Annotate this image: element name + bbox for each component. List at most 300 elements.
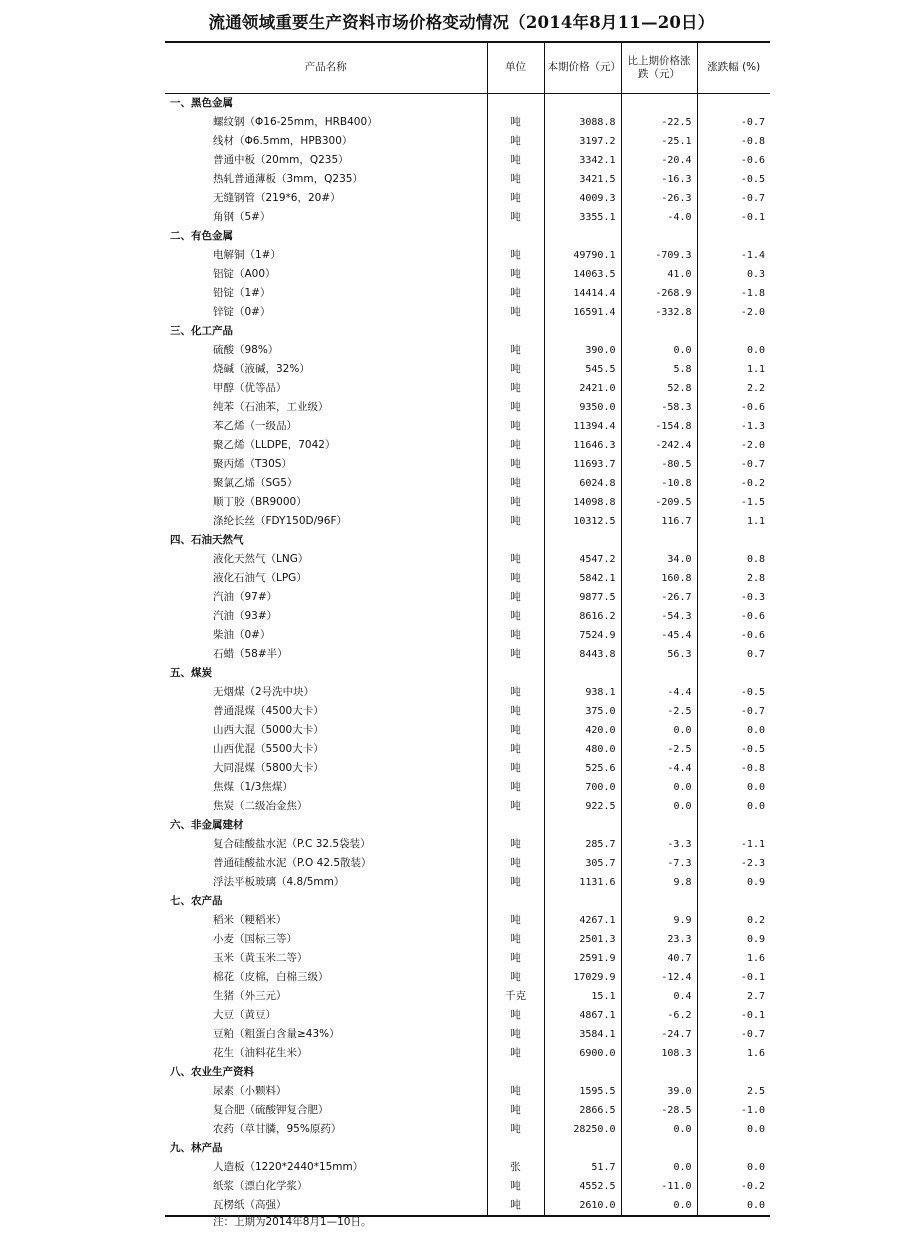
header-product-name: 产品名称 bbox=[165, 42, 487, 93]
price-cell: 2610.0 bbox=[544, 1196, 621, 1216]
product-name-cell: 尿素（小颗料） bbox=[213, 1084, 287, 1097]
price-cell: 305.7 bbox=[544, 854, 621, 873]
unit-cell: 吨 bbox=[487, 265, 544, 284]
unit-cell: 吨 bbox=[487, 626, 544, 645]
percent-cell: -2.0 bbox=[697, 436, 770, 455]
percent-cell: 0.8 bbox=[697, 550, 770, 569]
table-row bbox=[165, 1044, 770, 1063]
unit-cell: 吨 bbox=[487, 303, 544, 322]
price-cell: 8616.2 bbox=[544, 607, 621, 626]
price-cell: 14098.8 bbox=[544, 493, 621, 512]
empty-cell bbox=[487, 892, 544, 911]
unit-cell: 吨 bbox=[487, 1082, 544, 1101]
table-row bbox=[165, 987, 770, 1006]
table-row bbox=[165, 1025, 770, 1044]
table-row bbox=[165, 1196, 770, 1216]
table-header-row bbox=[165, 42, 770, 93]
table-row bbox=[165, 949, 770, 968]
table-row bbox=[165, 607, 770, 626]
table-row bbox=[165, 151, 770, 170]
product-name-cell: 焦炭（二级冶金焦） bbox=[213, 799, 308, 812]
percent-cell: 0.2 bbox=[697, 911, 770, 930]
table-row bbox=[165, 1158, 770, 1177]
table-row bbox=[165, 474, 770, 493]
unit-cell: 千克 bbox=[487, 987, 544, 1006]
category-name: 九、林产品 bbox=[170, 1141, 223, 1154]
empty-cell bbox=[487, 531, 544, 550]
table-row bbox=[165, 360, 770, 379]
change-cell: -54.3 bbox=[621, 607, 697, 626]
change-cell: 9.9 bbox=[621, 911, 697, 930]
change-cell: 52.8 bbox=[621, 379, 697, 398]
empty-cell bbox=[544, 1139, 621, 1158]
empty-cell bbox=[621, 227, 697, 246]
unit-cell: 吨 bbox=[487, 778, 544, 797]
change-cell: -22.5 bbox=[621, 113, 697, 132]
product-name-cell: 普通中板（20mm，Q235） bbox=[213, 153, 349, 166]
change-cell: -20.4 bbox=[621, 151, 697, 170]
unit-cell: 吨 bbox=[487, 911, 544, 930]
percent-cell: -0.7 bbox=[697, 455, 770, 474]
product-name-cell: 生猪（外三元） bbox=[213, 989, 287, 1002]
category-name: 四、石油天然气 bbox=[170, 533, 244, 546]
price-cell: 17029.9 bbox=[544, 968, 621, 987]
product-name-cell: 铅锭（1#） bbox=[213, 286, 271, 299]
unit-cell: 吨 bbox=[487, 949, 544, 968]
category-row bbox=[165, 322, 770, 341]
percent-cell: -0.8 bbox=[697, 759, 770, 778]
unit-cell: 张 bbox=[487, 1158, 544, 1177]
unit-cell: 吨 bbox=[487, 721, 544, 740]
percent-cell: 1.1 bbox=[697, 360, 770, 379]
change-cell: 40.7 bbox=[621, 949, 697, 968]
change-cell: -4.4 bbox=[621, 759, 697, 778]
price-cell: 285.7 bbox=[544, 835, 621, 854]
price-cell: 49790.1 bbox=[544, 246, 621, 265]
table-row bbox=[165, 759, 770, 778]
unit-cell: 吨 bbox=[487, 360, 544, 379]
category-name: 七、农产品 bbox=[170, 894, 223, 907]
percent-cell: 0.0 bbox=[697, 1196, 770, 1216]
price-cell: 2501.3 bbox=[544, 930, 621, 949]
product-name-cell: 复合硅酸盐水泥（P.C 32.5袋装） bbox=[213, 837, 371, 850]
product-name-cell: 稻米（粳稻米） bbox=[213, 913, 287, 926]
empty-cell bbox=[487, 664, 544, 683]
unit-cell: 吨 bbox=[487, 645, 544, 664]
price-cell: 2421.0 bbox=[544, 379, 621, 398]
price-cell: 11394.4 bbox=[544, 417, 621, 436]
change-cell: -26.7 bbox=[621, 588, 697, 607]
unit-cell: 吨 bbox=[487, 284, 544, 303]
unit-cell: 吨 bbox=[487, 569, 544, 588]
product-name-cell: 农药（草甘膦，95%原药） bbox=[213, 1122, 342, 1135]
unit-cell: 吨 bbox=[487, 455, 544, 474]
change-cell: -12.4 bbox=[621, 968, 697, 987]
percent-cell: 1.1 bbox=[697, 512, 770, 531]
product-name-cell: 山西优混（5500大卡） bbox=[213, 742, 324, 755]
empty-cell bbox=[487, 93, 544, 113]
percent-cell: -0.2 bbox=[697, 474, 770, 493]
table-row bbox=[165, 683, 770, 702]
product-name-cell: 电解铜（1#） bbox=[213, 248, 281, 261]
price-cell: 545.5 bbox=[544, 360, 621, 379]
unit-cell: 吨 bbox=[487, 417, 544, 436]
header-current-price: 本期价格（元） bbox=[544, 42, 621, 93]
empty-cell bbox=[697, 1063, 770, 1082]
unit-cell: 吨 bbox=[487, 132, 544, 151]
category-row bbox=[165, 227, 770, 246]
unit-cell: 吨 bbox=[487, 1196, 544, 1216]
change-cell: 5.8 bbox=[621, 360, 697, 379]
unit-cell: 吨 bbox=[487, 550, 544, 569]
change-cell: -709.3 bbox=[621, 246, 697, 265]
table-row bbox=[165, 588, 770, 607]
unit-cell: 吨 bbox=[487, 930, 544, 949]
change-cell: 0.0 bbox=[621, 797, 697, 816]
percent-cell: -2.3 bbox=[697, 854, 770, 873]
product-name-cell: 聚氯乙烯（SG5） bbox=[213, 476, 298, 489]
unit-cell: 吨 bbox=[487, 341, 544, 360]
price-cell: 11646.3 bbox=[544, 436, 621, 455]
table-row bbox=[165, 265, 770, 284]
percent-cell: -0.7 bbox=[697, 1025, 770, 1044]
unit-cell: 吨 bbox=[487, 512, 544, 531]
category-row bbox=[165, 816, 770, 835]
price-cell: 14063.5 bbox=[544, 265, 621, 284]
footnote: 注：上期为2014年8月1—10日。 bbox=[213, 1216, 372, 1228]
change-cell: -6.2 bbox=[621, 1006, 697, 1025]
price-cell: 1595.5 bbox=[544, 1082, 621, 1101]
price-cell: 700.0 bbox=[544, 778, 621, 797]
unit-cell: 吨 bbox=[487, 1025, 544, 1044]
table-row bbox=[165, 626, 770, 645]
header-change-percent: 涨跌幅 (%) bbox=[697, 42, 770, 93]
percent-cell: 2.2 bbox=[697, 379, 770, 398]
category-name: 一、黑色金属 bbox=[170, 96, 233, 109]
percent-cell: -1.1 bbox=[697, 835, 770, 854]
percent-cell: -0.5 bbox=[697, 740, 770, 759]
change-cell: -154.8 bbox=[621, 417, 697, 436]
table-row bbox=[165, 1120, 770, 1139]
percent-cell: -1.4 bbox=[697, 246, 770, 265]
header-price-change: 比上期价格涨跌（元） bbox=[621, 42, 697, 93]
price-cell: 28250.0 bbox=[544, 1120, 621, 1139]
price-cell: 375.0 bbox=[544, 702, 621, 721]
change-cell: 116.7 bbox=[621, 512, 697, 531]
change-cell: 23.3 bbox=[621, 930, 697, 949]
product-name-cell: 小麦（国标三等） bbox=[213, 932, 297, 945]
percent-cell: -0.6 bbox=[697, 626, 770, 645]
unit-cell: 吨 bbox=[487, 588, 544, 607]
change-cell: -4.4 bbox=[621, 683, 697, 702]
price-cell: 1131.6 bbox=[544, 873, 621, 892]
unit-cell: 吨 bbox=[487, 1120, 544, 1139]
unit-cell: 吨 bbox=[487, 1177, 544, 1196]
category-row bbox=[165, 1063, 770, 1082]
product-name-cell: 柴油（0#） bbox=[213, 628, 271, 641]
price-cell: 11693.7 bbox=[544, 455, 621, 474]
table-row bbox=[165, 189, 770, 208]
table-row bbox=[165, 1082, 770, 1101]
product-name-cell: 大豆（黄豆） bbox=[213, 1008, 276, 1021]
table-body bbox=[165, 93, 770, 1216]
product-name-cell: 焦煤（1/3焦煤） bbox=[213, 780, 293, 793]
change-cell: -332.8 bbox=[621, 303, 697, 322]
empty-cell bbox=[487, 1139, 544, 1158]
table-row bbox=[165, 873, 770, 892]
price-cell: 3421.5 bbox=[544, 170, 621, 189]
page-title: 流通领域重要生产资料市场价格变动情况（2014年8月11—20日） bbox=[208, 13, 715, 32]
price-cell: 4867.1 bbox=[544, 1006, 621, 1025]
percent-cell: -0.2 bbox=[697, 1177, 770, 1196]
product-name-cell: 线材（Φ6.5mm，HPB300） bbox=[213, 134, 353, 147]
empty-cell bbox=[697, 531, 770, 550]
empty-cell bbox=[621, 816, 697, 835]
product-name-cell: 烧碱（液碱，32%） bbox=[213, 362, 310, 375]
header-unit: 单位 bbox=[487, 42, 544, 93]
price-cell: 3355.1 bbox=[544, 208, 621, 227]
table-row bbox=[165, 379, 770, 398]
percent-cell: 0.0 bbox=[697, 341, 770, 360]
percent-cell: 1.6 bbox=[697, 949, 770, 968]
price-cell: 6900.0 bbox=[544, 1044, 621, 1063]
percent-cell: 0.3 bbox=[697, 265, 770, 284]
product-name-cell: 无缝钢管（219*6，20#） bbox=[213, 191, 341, 204]
table-row bbox=[165, 303, 770, 322]
percent-cell: -0.5 bbox=[697, 683, 770, 702]
product-name-cell: 苯乙烯（一级品） bbox=[213, 419, 297, 432]
unit-cell: 吨 bbox=[487, 436, 544, 455]
change-cell: -268.9 bbox=[621, 284, 697, 303]
price-cell: 16591.4 bbox=[544, 303, 621, 322]
product-name-cell: 汽油（97#） bbox=[213, 590, 278, 603]
product-name-cell: 无烟煤（2号洗中块） bbox=[213, 685, 315, 698]
table-row bbox=[165, 797, 770, 816]
category-name: 三、化工产品 bbox=[170, 324, 233, 337]
table-row bbox=[165, 854, 770, 873]
table-row bbox=[165, 778, 770, 797]
change-cell: 39.0 bbox=[621, 1082, 697, 1101]
unit-cell: 吨 bbox=[487, 1044, 544, 1063]
price-cell: 9350.0 bbox=[544, 398, 621, 417]
product-name-cell: 浮法平板玻璃（4.8/5mm） bbox=[213, 875, 345, 888]
empty-cell bbox=[697, 664, 770, 683]
category-name: 八、农业生产资料 bbox=[170, 1065, 254, 1078]
empty-cell bbox=[544, 93, 621, 113]
empty-cell bbox=[697, 816, 770, 835]
unit-cell: 吨 bbox=[487, 873, 544, 892]
empty-cell bbox=[487, 227, 544, 246]
price-cell: 4267.1 bbox=[544, 911, 621, 930]
product-name-cell: 人造板（1220*2440*15mm） bbox=[213, 1160, 364, 1173]
change-cell: 0.0 bbox=[621, 1120, 697, 1139]
change-cell: -58.3 bbox=[621, 398, 697, 417]
change-cell: 34.0 bbox=[621, 550, 697, 569]
empty-cell bbox=[487, 1063, 544, 1082]
price-cell: 390.0 bbox=[544, 341, 621, 360]
empty-cell bbox=[544, 892, 621, 911]
product-name-cell: 纸浆（漂白化学浆） bbox=[213, 1179, 308, 1192]
change-cell: -25.1 bbox=[621, 132, 697, 151]
category-row bbox=[165, 1139, 770, 1158]
change-cell: 41.0 bbox=[621, 265, 697, 284]
product-name-cell: 山西大混（5000大卡） bbox=[213, 723, 324, 736]
percent-cell: 0.7 bbox=[697, 645, 770, 664]
percent-cell: -1.0 bbox=[697, 1101, 770, 1120]
product-name-cell: 铝锭（A00） bbox=[213, 267, 276, 280]
table-row bbox=[165, 512, 770, 531]
change-cell: 0.4 bbox=[621, 987, 697, 1006]
table-row bbox=[165, 132, 770, 151]
change-cell: -24.7 bbox=[621, 1025, 697, 1044]
product-name-cell: 涤纶长丝（FDY150D/96F） bbox=[213, 514, 348, 527]
unit-cell: 吨 bbox=[487, 474, 544, 493]
change-cell: 160.8 bbox=[621, 569, 697, 588]
table-row bbox=[165, 1101, 770, 1120]
change-cell: -2.5 bbox=[621, 740, 697, 759]
empty-cell bbox=[621, 1139, 697, 1158]
percent-cell: 0.0 bbox=[697, 721, 770, 740]
change-cell: -209.5 bbox=[621, 493, 697, 512]
empty-cell bbox=[544, 664, 621, 683]
unit-cell: 吨 bbox=[487, 151, 544, 170]
percent-cell: 1.6 bbox=[697, 1044, 770, 1063]
table-row bbox=[165, 455, 770, 474]
unit-cell: 吨 bbox=[487, 493, 544, 512]
change-cell: 9.8 bbox=[621, 873, 697, 892]
change-cell: -3.3 bbox=[621, 835, 697, 854]
price-cell: 922.5 bbox=[544, 797, 621, 816]
product-name-cell: 液化天然气（LNG） bbox=[213, 552, 309, 565]
empty-cell bbox=[621, 664, 697, 683]
price-cell: 14414.4 bbox=[544, 284, 621, 303]
table-row bbox=[165, 417, 770, 436]
unit-cell: 吨 bbox=[487, 379, 544, 398]
percent-cell: -0.1 bbox=[697, 968, 770, 987]
change-cell: 56.3 bbox=[621, 645, 697, 664]
table-row bbox=[165, 398, 770, 417]
table-row bbox=[165, 835, 770, 854]
product-name-cell: 瓦楞纸（高强） bbox=[165, 1196, 487, 1216]
product-name-cell: 普通硅酸盐水泥（P.O 42.5散装） bbox=[213, 856, 372, 869]
product-name-cell: 热轧普通薄板（3mm，Q235） bbox=[213, 172, 363, 185]
percent-cell: -2.0 bbox=[697, 303, 770, 322]
product-name-cell: 玉米（黄玉米二等） bbox=[213, 951, 308, 964]
change-cell: 0.0 bbox=[621, 1158, 697, 1177]
table-row bbox=[165, 493, 770, 512]
product-name-cell: 螺纹钢（Φ16-25mm，HRB400） bbox=[213, 115, 378, 128]
unit-cell: 吨 bbox=[487, 968, 544, 987]
table-row bbox=[165, 721, 770, 740]
unit-cell: 吨 bbox=[487, 189, 544, 208]
percent-cell: -0.5 bbox=[697, 170, 770, 189]
percent-cell: -0.3 bbox=[697, 588, 770, 607]
change-cell: -16.3 bbox=[621, 170, 697, 189]
price-cell: 4009.3 bbox=[544, 189, 621, 208]
unit-cell: 吨 bbox=[487, 398, 544, 417]
product-name-cell: 花生（油料花生米） bbox=[213, 1046, 308, 1059]
product-name-cell: 液化石油气（LPG） bbox=[213, 571, 307, 584]
price-cell: 6024.8 bbox=[544, 474, 621, 493]
change-cell: -28.5 bbox=[621, 1101, 697, 1120]
price-table bbox=[165, 41, 770, 1217]
unit-cell: 吨 bbox=[487, 1101, 544, 1120]
empty-cell bbox=[544, 1063, 621, 1082]
table-row bbox=[165, 246, 770, 265]
category-row bbox=[165, 892, 770, 911]
change-cell: -45.4 bbox=[621, 626, 697, 645]
percent-cell: -0.7 bbox=[697, 113, 770, 132]
percent-cell: 2.5 bbox=[697, 1082, 770, 1101]
unit-cell: 吨 bbox=[487, 797, 544, 816]
table-row bbox=[165, 284, 770, 303]
percent-cell: 0.0 bbox=[697, 797, 770, 816]
table-row bbox=[165, 569, 770, 588]
table-row bbox=[165, 208, 770, 227]
change-cell: -10.8 bbox=[621, 474, 697, 493]
product-name-cell: 角钢（5#） bbox=[213, 210, 271, 223]
table-row bbox=[165, 702, 770, 721]
change-cell: 0.0 bbox=[621, 1196, 697, 1216]
price-cell: 938.1 bbox=[544, 683, 621, 702]
table-row bbox=[165, 968, 770, 987]
table-row bbox=[165, 930, 770, 949]
category-name: 六、非金属建材 bbox=[170, 818, 244, 831]
price-cell: 420.0 bbox=[544, 721, 621, 740]
empty-cell bbox=[621, 93, 697, 113]
percent-cell: -0.6 bbox=[697, 607, 770, 626]
table-row bbox=[165, 436, 770, 455]
category-row bbox=[165, 531, 770, 550]
change-cell: -4.0 bbox=[621, 208, 697, 227]
change-cell: 0.0 bbox=[621, 721, 697, 740]
empty-cell bbox=[544, 816, 621, 835]
change-cell: 108.3 bbox=[621, 1044, 697, 1063]
price-cell: 4547.2 bbox=[544, 550, 621, 569]
unit-cell: 吨 bbox=[487, 607, 544, 626]
empty-cell bbox=[621, 322, 697, 341]
unit-cell: 吨 bbox=[487, 854, 544, 873]
product-name-cell: 顺丁胶（BR9000） bbox=[213, 495, 307, 508]
price-cell: 2591.9 bbox=[544, 949, 621, 968]
product-name-cell: 甲醇（优等品） bbox=[213, 381, 287, 394]
empty-cell bbox=[487, 816, 544, 835]
table-row bbox=[165, 645, 770, 664]
price-cell: 525.6 bbox=[544, 759, 621, 778]
percent-cell: -0.6 bbox=[697, 398, 770, 417]
percent-cell: 0.9 bbox=[697, 930, 770, 949]
change-cell: -80.5 bbox=[621, 455, 697, 474]
table-row bbox=[165, 911, 770, 930]
empty-cell bbox=[621, 1063, 697, 1082]
price-cell: 5842.1 bbox=[544, 569, 621, 588]
percent-cell: -1.8 bbox=[697, 284, 770, 303]
empty-cell bbox=[544, 227, 621, 246]
empty-cell bbox=[697, 892, 770, 911]
unit-cell: 吨 bbox=[487, 208, 544, 227]
unit-cell: 吨 bbox=[487, 170, 544, 189]
price-cell: 10312.5 bbox=[544, 512, 621, 531]
price-cell: 51.7 bbox=[544, 1158, 621, 1177]
percent-cell: -0.6 bbox=[697, 151, 770, 170]
unit-cell: 吨 bbox=[487, 835, 544, 854]
percent-cell: -0.7 bbox=[697, 189, 770, 208]
product-name-cell: 棉花（皮棉，白棉三级） bbox=[213, 970, 329, 983]
empty-cell bbox=[621, 531, 697, 550]
table-row bbox=[165, 113, 770, 132]
unit-cell: 吨 bbox=[487, 740, 544, 759]
unit-cell: 吨 bbox=[487, 759, 544, 778]
